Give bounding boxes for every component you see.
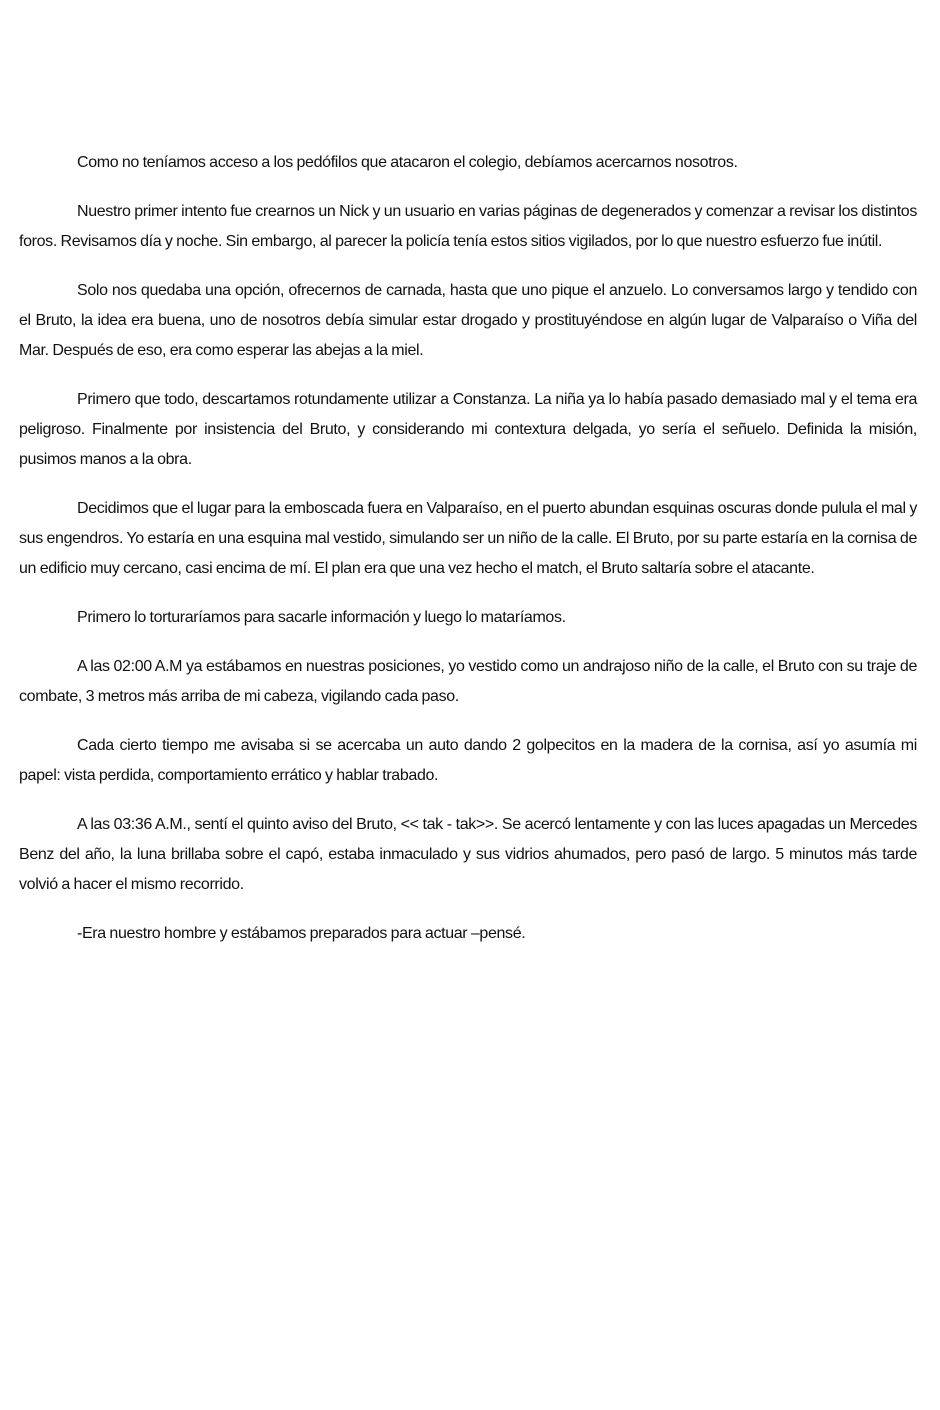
paragraph-5: Decidimos que el lugar para la emboscada fuera en Valparaíso, en el puerto abundan esquinas oscuras donde pulula el mal y sus engendros. Yo estaría en una esquina mal vestido, simulando ser un niño de la calle. El Bruto, por su parte estaría en la cornisa de un edificio muy cercano, casi encima de mí. El plan era que una vez hecho el match, el Bruto saltaría sobre el atacante. bbox=[19, 500, 917, 577]
paragraph-3: Solo nos quedaba una opción, ofrecernos de carnada, hasta que uno pique el anzuelo. Lo conversamos largo y tendido con el Bruto, la idea era buena, uno de nosotros debía simular estar drogado y prostituyéndose en algún lugar de Valparaíso o Viña del Mar. Después de eso, era como esperar las abejas a la miel. bbox=[19, 282, 917, 359]
paragraph-8: Cada cierto tiempo me avisaba si se acercaba un auto dando 2 golpecitos en la madera de la cornisa, así yo asumía mi papel: vista perdida, comportamiento errático y hablar trabado. bbox=[19, 737, 917, 784]
paragraph-2: Nuestro primer intento fue crearnos un Nick y un usuario en varias páginas de degenerados y comenzar a revisar los distintos foros. Revisamos día y noche. Sin embargo, al parecer la policía tenía estos sitios vigilados, por lo que nuestro esfuerzo fue inútil. bbox=[19, 203, 917, 250]
paragraph-7: A las 02:00 A.M ya estábamos en nuestras posiciones, yo vestido como un andrajoso niño de la calle, el Bruto con su traje de combate, 3 metros más arriba de mi cabeza, vigilando cada paso. bbox=[19, 658, 917, 705]
paragraph-4: Primero que todo, descartamos rotundamente utilizar a Constanza. La niña ya lo había pasado demasiado mal y el tema era peligroso. Finalmente por insistencia del Bruto, y considerando mi contextura delgada, yo sería el señuelo. Definida la misión, pusimos manos a la obra. bbox=[19, 391, 917, 468]
paragraph-1: Como no teníamos acceso a los pedófilos que atacaron el colegio, debíamos acercarnos nosotros. bbox=[77, 154, 738, 171]
paragraph-6: Primero lo torturaríamos para sacarle información y luego lo mataríamos. bbox=[77, 609, 566, 626]
paragraph-9: A las 03:36 A.M., sentí el quinto aviso del Bruto, << tak - tak>>. Se acercó lentamente y con las luces apagadas un Mercedes Benz del año, la luna brillaba sobre el capó, estaba inmaculado y sus vidrios ahumados, pero pasó de largo. 5 minutos más tarde volvió a hacer el mismo recorrido. bbox=[19, 816, 917, 893]
document-body bbox=[19, 148, 917, 968]
paragraph-10: -Era nuestro hombre y estábamos preparados para actuar –pensé. bbox=[77, 925, 526, 942]
